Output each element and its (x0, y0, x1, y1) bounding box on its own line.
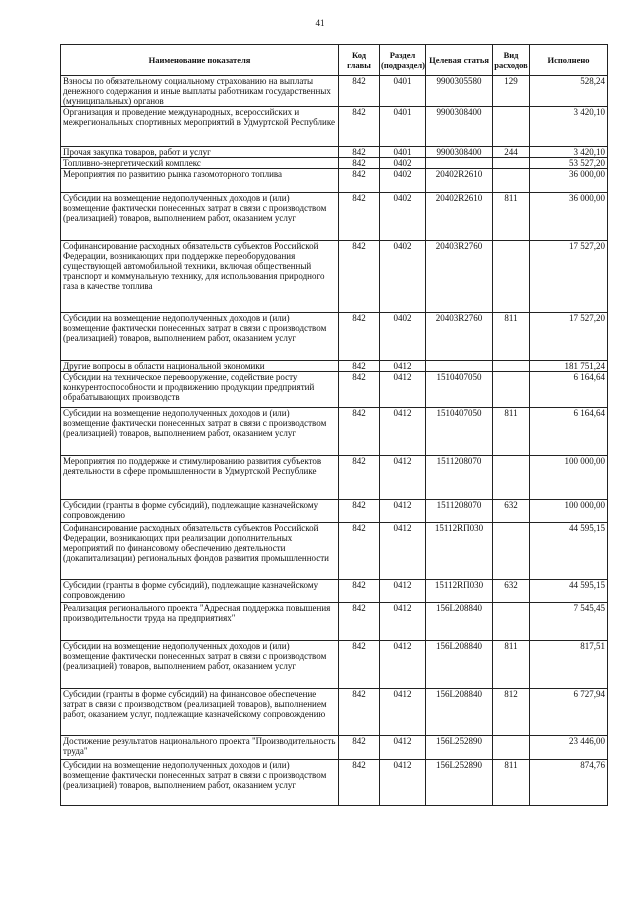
table-row (61, 603, 608, 641)
cell-section: 0412 (380, 641, 426, 689)
table-row (61, 580, 608, 603)
cell-executed: 17 527,20 (530, 313, 608, 361)
cell-target: 9900305580 (426, 76, 493, 107)
cell-target: 156L208840 (426, 689, 493, 736)
cell-target: 20402R2610 (426, 193, 493, 241)
cell-expense (493, 169, 530, 193)
cell-code: 842 (339, 408, 380, 456)
cell-expense: 244 (493, 147, 530, 158)
cell-target: 20403R2760 (426, 241, 493, 313)
cell-target: 1510407050 (426, 408, 493, 456)
cell-executed: 44 595,15 (530, 523, 608, 580)
cell-executed: 53 527,20 (530, 158, 608, 169)
cell-name: Субсидии на возмещение недополученных доходов и (или) возмещение фактически понесенных затрат в связи с производством (реализацией) товаров, выполнением работ, оказанием услуг (61, 193, 339, 241)
cell-executed: 6 164,64 (530, 372, 608, 408)
cell-executed: 528,24 (530, 76, 608, 107)
cell-expense (493, 158, 530, 169)
cell-name: Субсидии на возмещение недополученных доходов и (или) возмещение фактически понесенных затрат в связи с производством (реализацией) товаров, выполнением работ, оказанием услуг (61, 760, 339, 806)
cell-section: 0402 (380, 193, 426, 241)
cell-executed: 181 751,24 (530, 361, 608, 372)
cell-section: 0401 (380, 76, 426, 107)
cell-expense: 812 (493, 689, 530, 736)
cell-expense (493, 361, 530, 372)
cell-section: 0412 (380, 580, 426, 603)
cell-target: 15112RП030 (426, 523, 493, 580)
cell-expense: 632 (493, 580, 530, 603)
table-row (61, 408, 608, 456)
table-body (61, 76, 608, 806)
cell-expense: 811 (493, 641, 530, 689)
cell-expense: 129 (493, 76, 530, 107)
table-row (61, 107, 608, 147)
cell-section: 0401 (380, 107, 426, 147)
cell-executed: 817,51 (530, 641, 608, 689)
cell-name: Софинансирование расходных обязательств субъектов Российской Федерации, возникающих при поддержке переоборудования существующей автомобильной техники, включая общественный транспорт и коммунальную технику, для использования природного газа в качестве топлива (61, 241, 339, 313)
cell-name: Реализация регионального проекта "Адресная поддержка повышения производительности труда на предприятиях" (61, 603, 339, 641)
header-target: Целевая статья (426, 45, 493, 76)
cell-name: Мероприятия по поддержке и стимулированию развития субъектов деятельности в сфере промышленности в Удмуртской Республике (61, 456, 339, 500)
cell-name: Субсидии на возмещение недополученных доходов и (или) возмещение фактически понесенных затрат в связи с производством (реализацией) товаров, выполнением работ, оказанием услуг (61, 641, 339, 689)
table-row (61, 736, 608, 760)
cell-target: 1511208070 (426, 456, 493, 500)
cell-code: 842 (339, 689, 380, 736)
cell-target: 156L252890 (426, 736, 493, 760)
cell-name: Мероприятия по развитию рынка газомоторного топлива (61, 169, 339, 193)
cell-code: 842 (339, 760, 380, 806)
table-row (61, 241, 608, 313)
cell-name: Взносы по обязательному социальному страхованию на выплаты денежного содержания и иные выплаты работникам государственных (муниципальных) органов (61, 76, 339, 107)
cell-section: 0402 (380, 241, 426, 313)
cell-code: 842 (339, 76, 380, 107)
cell-executed: 36 000,00 (530, 193, 608, 241)
cell-name: Субсидии (гранты в форме субсидий), подлежащие казначейскому сопровождению (61, 580, 339, 603)
table-row (61, 193, 608, 241)
table-row (61, 76, 608, 107)
cell-name: Организация и проведение международных, всероссийских и межрегиональных спортивных мероприятий в Удмуртской Республике (61, 107, 339, 147)
table-row (61, 456, 608, 500)
table-row (61, 641, 608, 689)
cell-section: 0402 (380, 313, 426, 361)
cell-name: Субсидии на возмещение недополученных доходов и (или) возмещение фактически понесенных затрат в связи с производством (реализацией) товаров, выполнением работ, оказанием услуг (61, 408, 339, 456)
cell-expense (493, 372, 530, 408)
cell-code: 842 (339, 313, 380, 361)
header-executed: Исполнено (530, 45, 608, 76)
cell-expense (493, 456, 530, 500)
cell-name: Субсидии (гранты в форме субсидий), подлежащие казначейскому сопровождению (61, 500, 339, 523)
cell-name: Субсидии (гранты в форме субсидий) на финансовое обеспечение затрат в связи с производством (реализацией товаров), выполнением работ, оказанием услуг, подлежащие казначейскому сопровождению (61, 689, 339, 736)
cell-section: 0412 (380, 500, 426, 523)
cell-code: 842 (339, 603, 380, 641)
header-code: Код главы (339, 45, 380, 76)
cell-code: 842 (339, 736, 380, 760)
cell-name: Софинансирование расходных обязательств субъектов Российской Федерации, возникающих при реализации дополнительных мероприятий по финансовому обеспечению деятельности (докапитализации) региональных фондов развития промышленности (61, 523, 339, 580)
cell-section: 0412 (380, 760, 426, 806)
cell-executed: 3 420,10 (530, 147, 608, 158)
cell-code: 842 (339, 500, 380, 523)
cell-code: 842 (339, 361, 380, 372)
cell-target: 9900308400 (426, 107, 493, 147)
cell-name: Достижение результатов национального проекта "Производительность труда" (61, 736, 339, 760)
cell-expense (493, 523, 530, 580)
cell-section: 0402 (380, 169, 426, 193)
table-row (61, 523, 608, 580)
table-row (61, 500, 608, 523)
cell-target: 1511208070 (426, 500, 493, 523)
cell-expense: 811 (493, 193, 530, 241)
cell-target: 156L252890 (426, 760, 493, 806)
cell-executed: 100 000,00 (530, 456, 608, 500)
cell-executed: 36 000,00 (530, 169, 608, 193)
cell-target: 1510407050 (426, 372, 493, 408)
cell-name: Субсидии на техническое перевооружение, содействие росту конкурентоспособности и продвижению продукции предприятий обрабатывающих производств (61, 372, 339, 408)
cell-code: 842 (339, 372, 380, 408)
cell-section: 0412 (380, 689, 426, 736)
cell-target: 9900308400 (426, 147, 493, 158)
cell-expense: 632 (493, 500, 530, 523)
cell-executed: 17 527,20 (530, 241, 608, 313)
cell-executed: 6 164,64 (530, 408, 608, 456)
cell-expense (493, 241, 530, 313)
cell-expense (493, 107, 530, 147)
table-row (61, 158, 608, 169)
header-expense: Вид расходов (493, 45, 530, 76)
cell-section: 0412 (380, 456, 426, 500)
header-row (61, 45, 608, 76)
cell-executed: 23 446,00 (530, 736, 608, 760)
cell-expense: 811 (493, 760, 530, 806)
table-row (61, 760, 608, 806)
cell-code: 842 (339, 107, 380, 147)
cell-name: Субсидии на возмещение недополученных доходов и (или) возмещение фактически понесенных затрат в связи с производством (реализацией) товаров, выполнением работ, оказанием услуг (61, 313, 339, 361)
cell-executed: 6 727,94 (530, 689, 608, 736)
cell-expense: 811 (493, 313, 530, 361)
cell-target: 15112RП030 (426, 580, 493, 603)
cell-code: 842 (339, 456, 380, 500)
cell-expense (493, 736, 530, 760)
cell-target: 156L208840 (426, 641, 493, 689)
cell-target: 20402R2610 (426, 169, 493, 193)
cell-name: Другие вопросы в области национальной экономики (61, 361, 339, 372)
cell-executed: 3 420,10 (530, 107, 608, 147)
cell-executed: 874,76 (530, 760, 608, 806)
cell-code: 842 (339, 241, 380, 313)
cell-section: 0412 (380, 523, 426, 580)
cell-name: Топливно-энергетический комплекс (61, 158, 339, 169)
cell-section: 0402 (380, 158, 426, 169)
cell-code: 842 (339, 580, 380, 603)
header-section: Раздел (подраздел) (380, 45, 426, 76)
cell-expense (493, 603, 530, 641)
table-row (61, 169, 608, 193)
budget-table (60, 44, 608, 806)
cell-section: 0412 (380, 408, 426, 456)
cell-target: 156L208840 (426, 603, 493, 641)
cell-code: 842 (339, 193, 380, 241)
cell-section: 0412 (380, 603, 426, 641)
table-row (61, 361, 608, 372)
page-number: 41 (315, 18, 325, 28)
cell-target (426, 158, 493, 169)
table-row (61, 372, 608, 408)
cell-code: 842 (339, 158, 380, 169)
cell-expense: 811 (493, 408, 530, 456)
table-row (61, 689, 608, 736)
cell-section: 0412 (380, 736, 426, 760)
header-name: Наименование показателя (61, 45, 339, 76)
cell-executed: 7 545,45 (530, 603, 608, 641)
cell-code: 842 (339, 169, 380, 193)
cell-name: Прочая закупка товаров, работ и услуг (61, 147, 339, 158)
cell-section: 0401 (380, 147, 426, 158)
cell-executed: 100 000,00 (530, 500, 608, 523)
cell-code: 842 (339, 147, 380, 158)
cell-target (426, 361, 493, 372)
cell-target: 20403R2760 (426, 313, 493, 361)
table-row (61, 147, 608, 158)
cell-executed: 44 595,15 (530, 580, 608, 603)
cell-code: 842 (339, 523, 380, 580)
cell-section: 0412 (380, 361, 426, 372)
table-row (61, 313, 608, 361)
cell-code: 842 (339, 641, 380, 689)
cell-section: 0412 (380, 372, 426, 408)
